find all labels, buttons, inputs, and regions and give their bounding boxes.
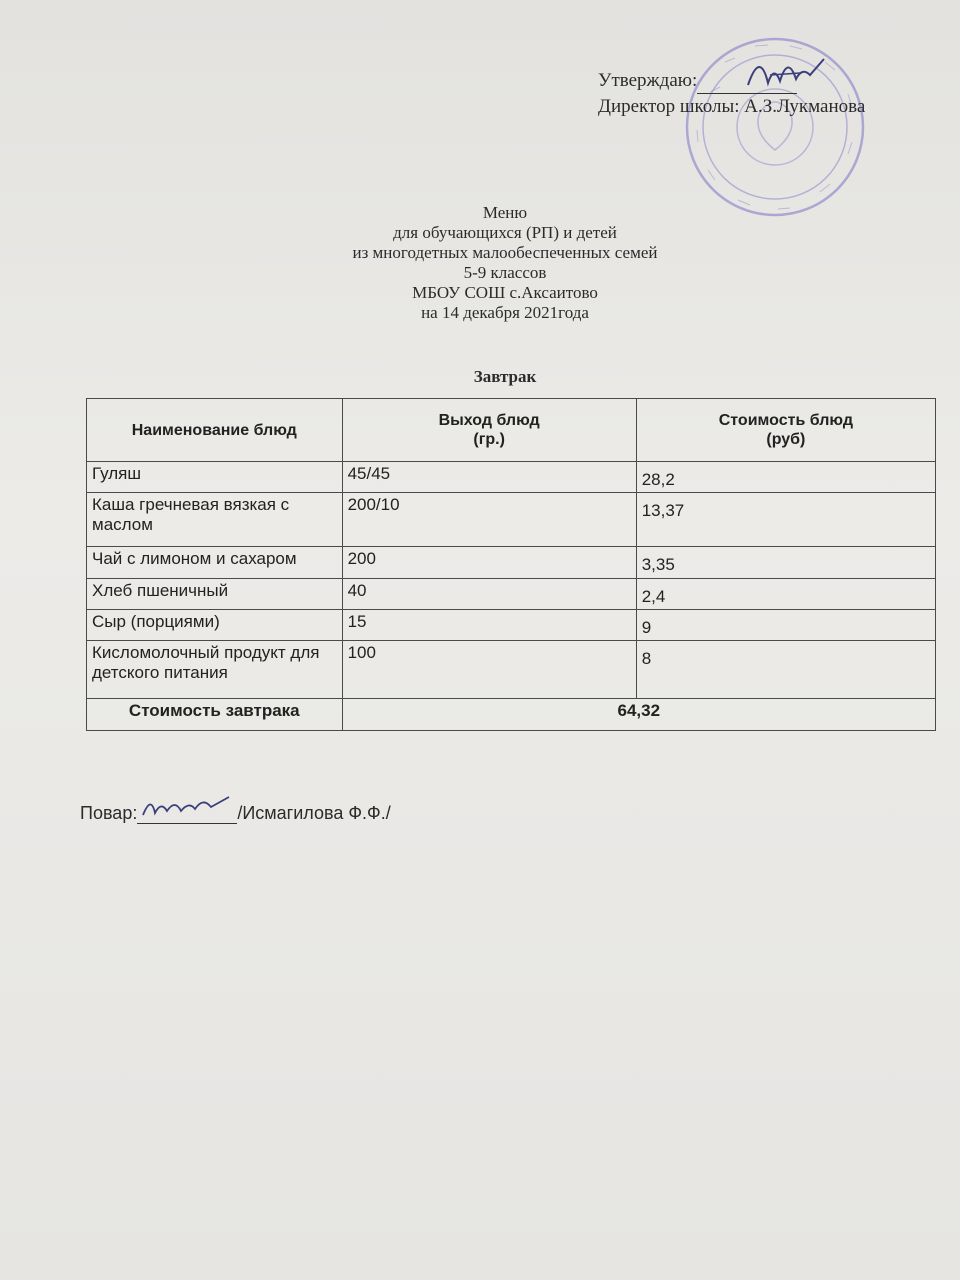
title-line-6: на 14 декабря 2021года <box>421 303 589 322</box>
cell-yield: 15 <box>342 610 636 641</box>
total-label: Стоимость завтрака <box>87 699 343 731</box>
cell-cost: 9 <box>636 610 935 641</box>
cell-yield: 200/10 <box>342 493 636 547</box>
header-name-text: Наименование блюд <box>131 421 297 439</box>
header-cost-line2: (руб) <box>766 431 806 448</box>
title-line-4: 5-9 классов <box>463 263 547 282</box>
table-header-row <box>87 399 936 462</box>
total-row <box>87 699 936 731</box>
table-row <box>87 579 936 610</box>
header-yield <box>342 399 636 462</box>
cell-cost: 13,37 <box>636 493 935 547</box>
header-yield-line2: (гр.) <box>473 431 505 448</box>
title-line-3: из многодетных малообеспеченных семей <box>352 243 658 262</box>
cell-cost: 28,2 <box>636 462 935 493</box>
title-line-1: Меню <box>482 203 528 222</box>
document-title <box>200 203 810 323</box>
cook-signature-scribble <box>137 791 237 825</box>
cell-cost: 3,35 <box>636 547 935 579</box>
cell-cost: 8 <box>636 641 935 699</box>
section-title: Завтрак <box>473 367 537 386</box>
director-line: Директор школы: А.З.Лукманова <box>598 96 866 117</box>
cell-yield: 40 <box>342 579 636 610</box>
header-yield-line1: Выход блюд <box>438 412 540 429</box>
cell-cost: 2,4 <box>636 579 935 610</box>
cook-signature <box>137 803 237 824</box>
menu-table <box>86 398 936 731</box>
table-row <box>87 641 936 699</box>
approve-label: Утверждаю: <box>598 70 698 91</box>
cell-name: Сыр (порциями) <box>87 610 343 641</box>
signature-line <box>697 73 797 94</box>
cell-name: Гуляш <box>87 462 343 493</box>
header-name <box>87 399 343 462</box>
cell-name: Кисломолочный продукт для детского питания <box>87 641 343 699</box>
table-row <box>87 610 936 641</box>
table-row <box>87 462 936 493</box>
approve-line <box>598 68 865 94</box>
cell-name: Чай с лимоном и сахаром <box>87 547 343 579</box>
table-row <box>87 493 936 547</box>
cook-label: Повар: <box>80 803 138 823</box>
cell-name: Хлеб пшеничный <box>87 579 343 610</box>
header-cost <box>636 399 935 462</box>
cell-name: Каша гречневая вязкая с маслом <box>87 493 343 547</box>
cell-yield: 45/45 <box>342 462 636 493</box>
header-cost-line1: Стоимость блюд <box>718 412 853 429</box>
cell-yield: 100 <box>342 641 636 699</box>
title-line-2: для обучающихся (РП) и детей <box>393 223 617 242</box>
cook-name: /Исмагилова Ф.Ф./ <box>237 803 391 823</box>
cell-yield: 200 <box>342 547 636 579</box>
table-row <box>87 547 936 579</box>
approval-block <box>598 68 865 120</box>
title-line-5: МБОУ СОШ с.Аксаитово <box>412 283 598 302</box>
total-value: 64,32 <box>342 699 935 731</box>
cook-signature-line <box>80 803 391 824</box>
